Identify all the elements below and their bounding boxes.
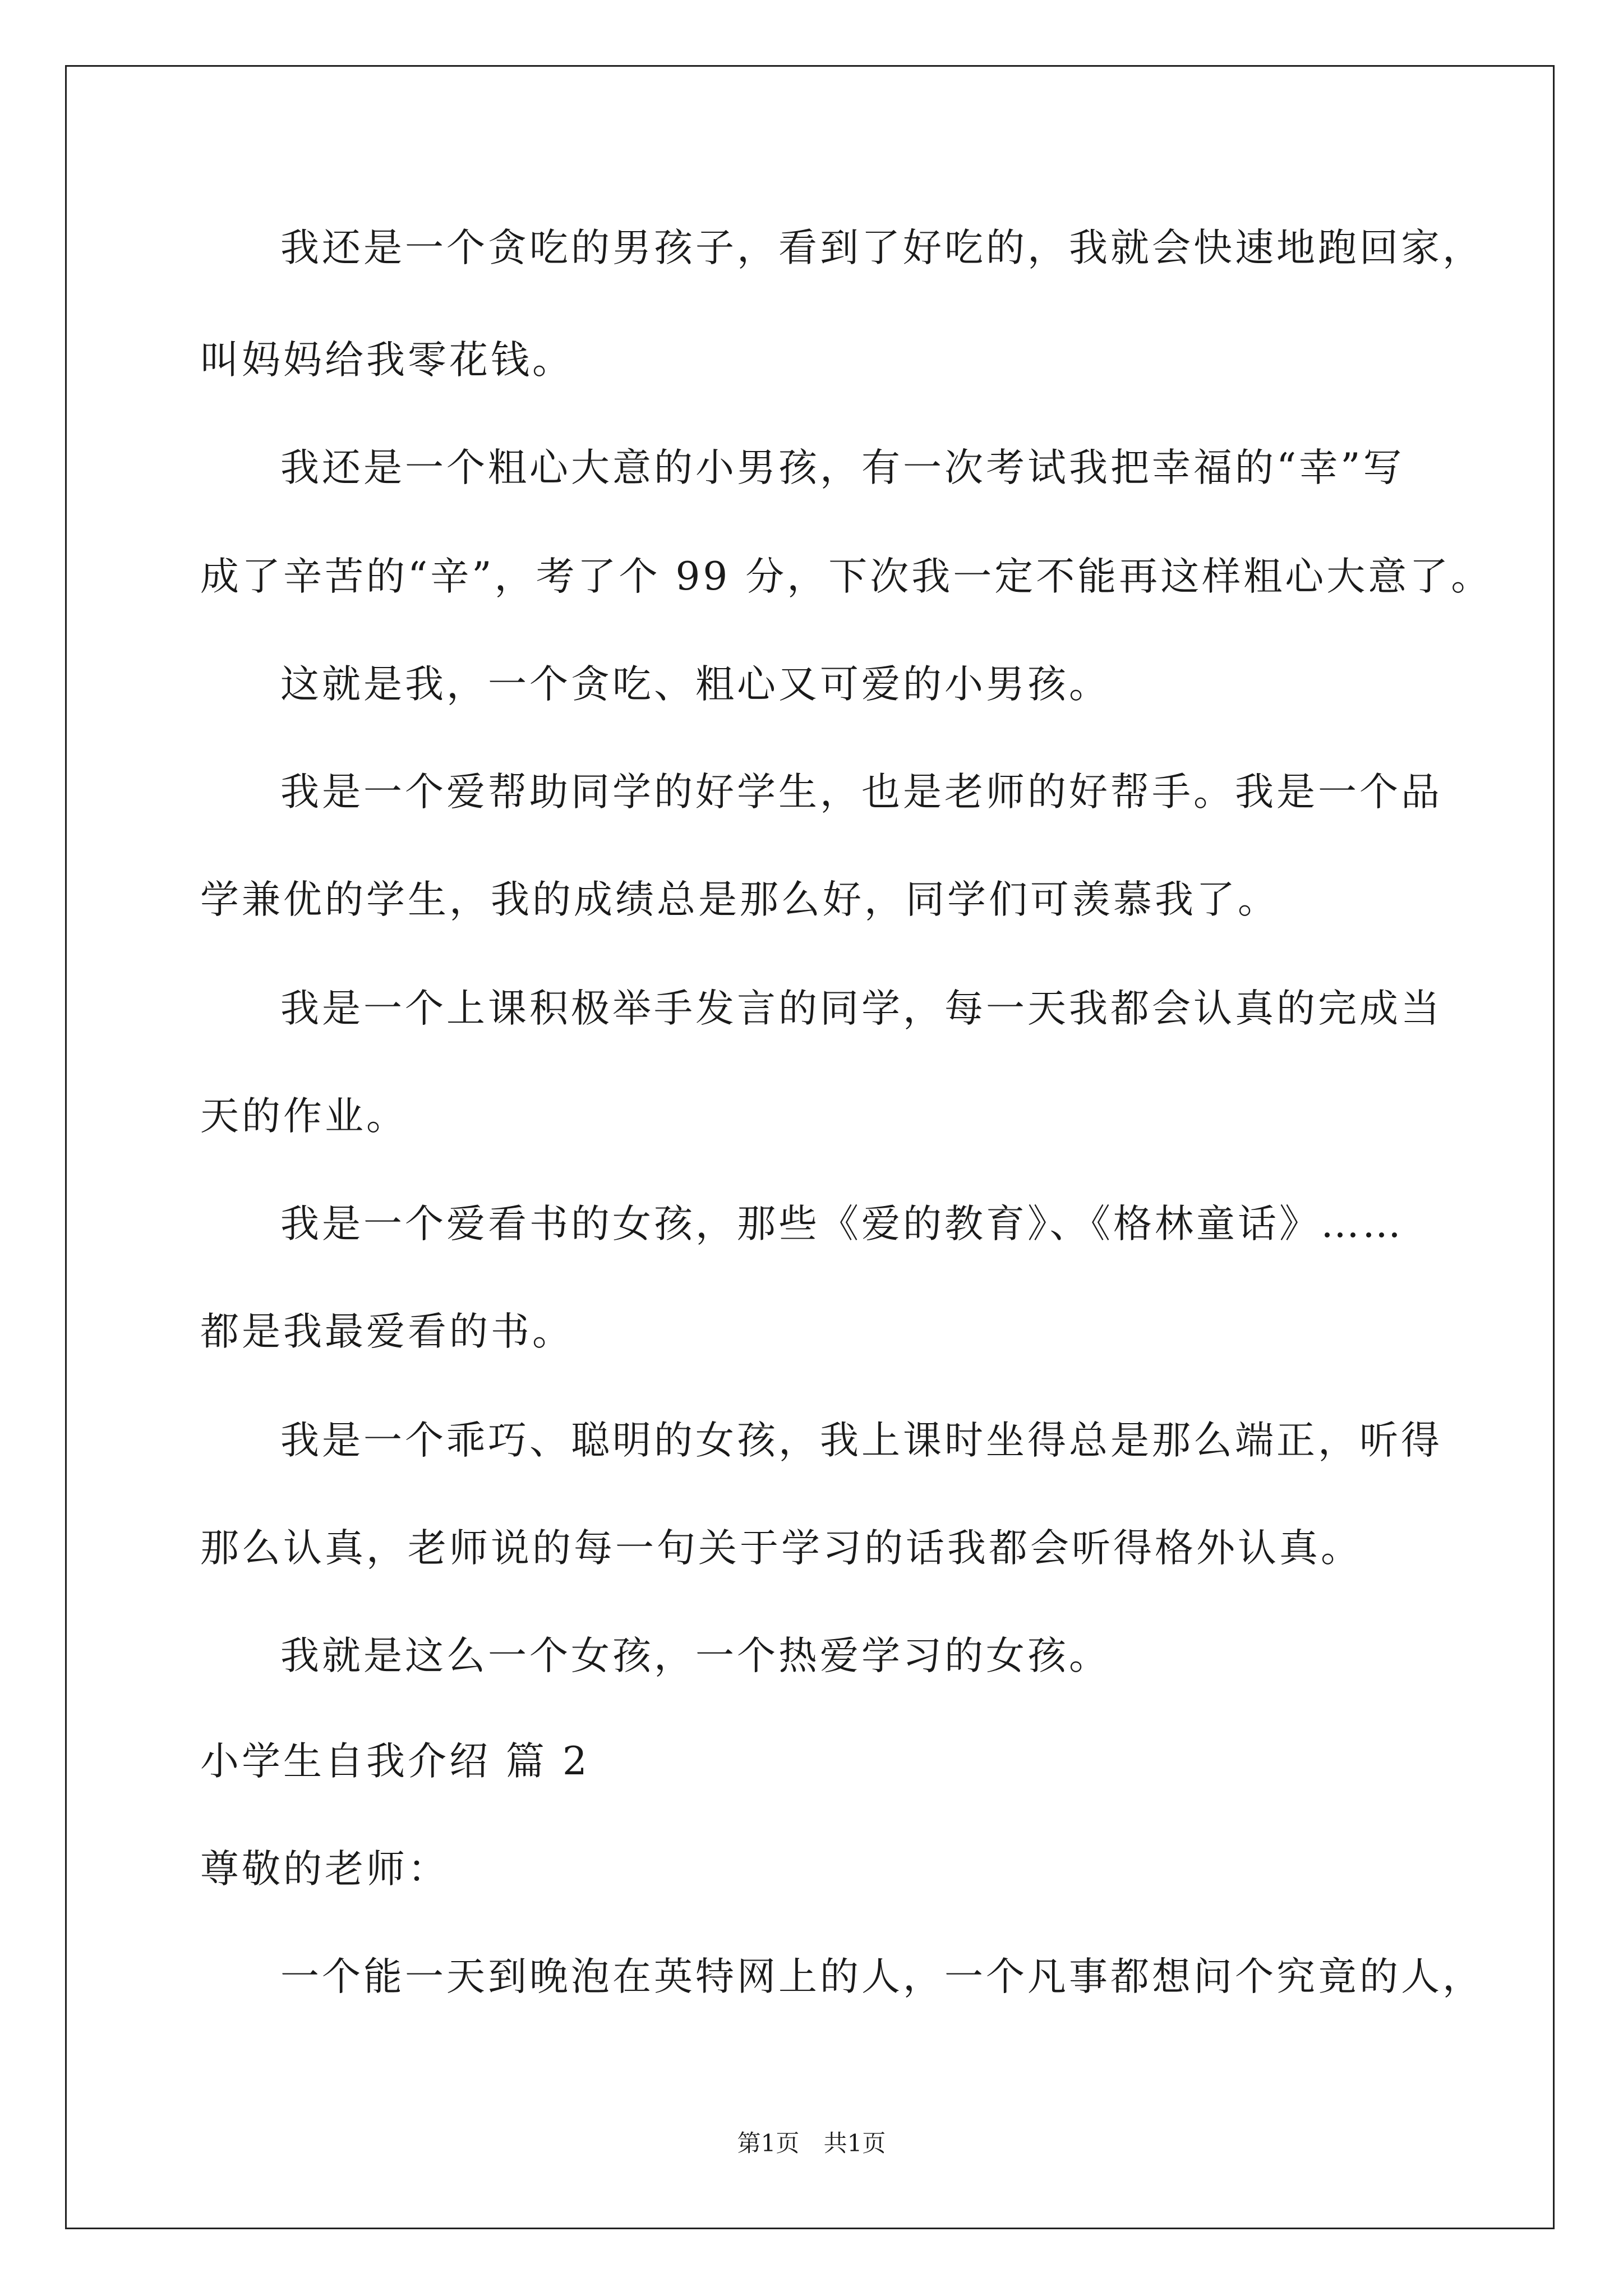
section-heading: 小学生自我介绍 篇 2: [200, 1739, 590, 1784]
paragraph-line: 都是我最爱看的书。: [200, 1309, 574, 1354]
paragraph-line: 这就是我，一个贪吃、粗心又可爱的小男孩。: [280, 662, 1110, 707]
paragraph-line: 学兼优的学生，我的成绩总是那么好，同学们可羡慕我了。: [200, 877, 1279, 922]
page-footer: 第1页 共1页: [737, 2129, 886, 2157]
paragraph-line: 我还是一个贪吃的男孩子，看到了好吃的，我就会快速地跑回家，: [280, 226, 1484, 270]
paragraph-line: 我是一个爱看书的女孩，那些《爱的教育》、《格林童话》……: [280, 1202, 1404, 1246]
paragraph-line: 我是一个爱帮助同学的好学生，也是老师的好帮手。我是一个品: [280, 770, 1442, 815]
paragraph-line: 我还是一个粗心大意的小男孩，有一次考试我把幸福的“幸”写: [280, 445, 1405, 490]
paragraph-line: 天的作业。: [200, 1094, 408, 1139]
paragraph-line: 我是一个乖巧、聪明的女孩，我上课时坐得总是那么端正，听得: [280, 1418, 1442, 1463]
salutation: 尊敬的老师：: [200, 1847, 449, 1892]
paragraph-line: 我就是这么一个女孩，一个热爱学习的女孩。: [280, 1634, 1110, 1678]
page-border: [65, 65, 1555, 2229]
paragraph-line: 一个能一天到晚泡在英特网上的人，一个凡事都想问个究竟的人，: [280, 1954, 1484, 1999]
paragraph-line: 成了辛苦的“辛”，考了个 99 分，下次我一定不能再这样粗心大意了。: [200, 554, 1493, 599]
paragraph-line: 我是一个上课积极举手发言的同学，每一天我都会认真的完成当: [280, 986, 1442, 1031]
paragraph-line: 那么认真，老师说的每一句关于学习的话我都会听得格外认真。: [200, 1526, 1362, 1571]
paragraph-line: 叫妈妈给我零花钱。: [200, 338, 574, 383]
